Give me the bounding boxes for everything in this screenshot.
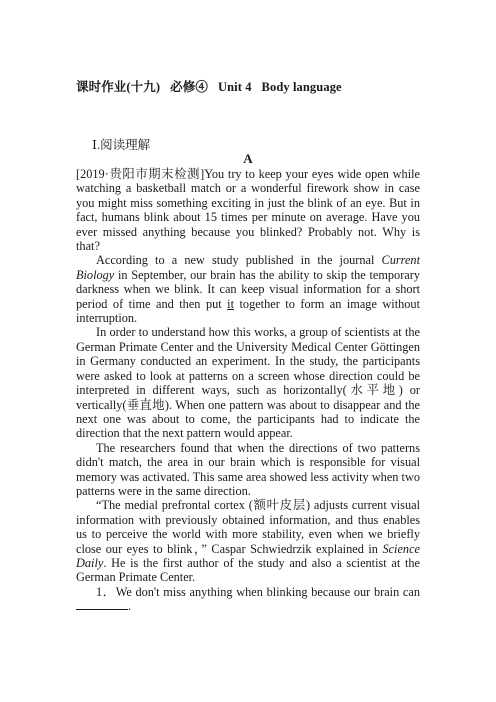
topic-label: Body language [261, 80, 342, 94]
source-note: [2019·贵阳市期末检测] [76, 167, 205, 181]
paragraph-3: In order to understand how this works, a group of scientists at the German Primate Center and the University Medical Center Göttingen in Germany conducted an experiment. In the study, the participants were asked to look at patterns on a screen whose direction could be interpreted in different ways, such as horizontally(水平地) or vertically(垂直地). When one pattern was about to disappear and the next one was about to come, the participants had to indicate the direction that the next pattern would appear. [76, 325, 420, 441]
journal-name: Current Biology [76, 253, 420, 282]
lesson-label: 课时作业(十九) [76, 80, 161, 94]
question-number: 1． [96, 584, 116, 599]
answer-blank[interactable] [76, 599, 128, 610]
paragraph-4: The researchers found that when the directions of two patterns didn't match, the area in our brain which is responsible for visual memory was activated. This same area showed less activity when two patterns were in the same direction. [76, 440, 420, 498]
page-title [76, 77, 352, 95]
unit-label: Unit 4 [217, 80, 252, 94]
passage-body [76, 167, 420, 614]
passage-letter: A [243, 151, 253, 166]
paragraph-5: “The medial prefrontal cortex (额叶皮层) adjusts current visual information with previously obtained information, and thus enables us to perceive the world with more stability, even when we briefly close our eyes to blink，” Caspar Schwiedrzik explained in Science Daily. He is the first author of the study and also a scientist at the German Primate Center. [76, 498, 420, 585]
book-label: 必修④ [170, 80, 208, 94]
paragraph-2: According to a new study published in the journal Current Biology in September, our brain has the ability to skip the temporary darkness when we blink. It can keep visual information for a short period of time and then put it together to form an image without interruption. [76, 253, 420, 326]
section-heading: Ⅰ.阅读理解 [92, 138, 151, 152]
question-1: 1．We don't miss anything when blinking because our brain can . [76, 585, 420, 614]
journal-name: Science Daily [76, 541, 420, 570]
paragraph-1: [2019·贵阳市期末检测]You try to keep your eyes wide open while watching a basketball match or a wonderful firework show in case you might miss something exciting in just the blink of an eye. But in fact, humans blink about 15 times per minute on average. Have you ever missed anything because you blinked? Probably not. Why is that? [76, 167, 420, 254]
underlined-word: it [227, 296, 234, 311]
question-text: We don't miss anything when blinking because our brain can [115, 584, 420, 599]
